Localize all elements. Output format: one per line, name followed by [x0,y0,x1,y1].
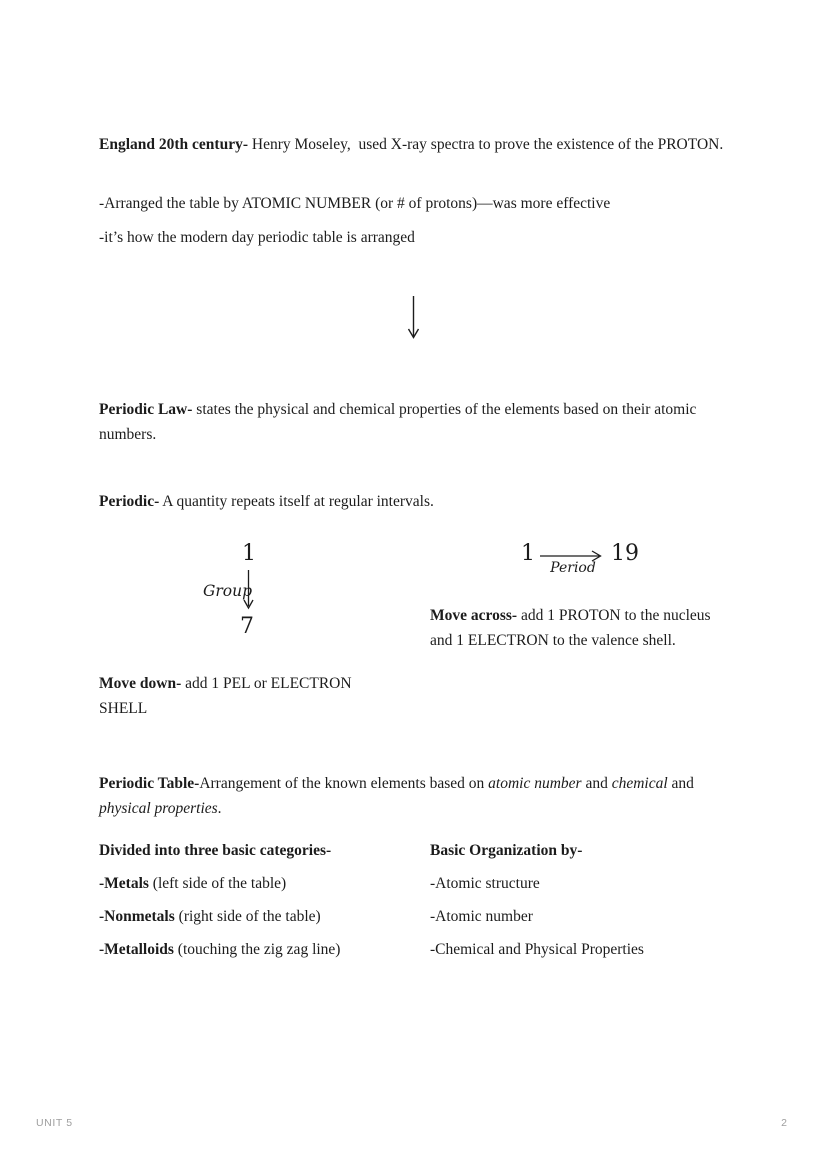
paragraph-move-across [430,603,716,654]
period-diagram-start-value: 1 [521,541,535,566]
period-diagram-label: Period [550,560,596,576]
paragraph-periodic-table-run: and [581,775,612,792]
paragraph-move-down-body: add 1 PEL or ELECTRON SHELL [99,675,356,718]
paragraph-periodic-table [99,771,733,822]
organization-item-number: -Atomic number [430,908,533,925]
paragraph-moseley-body: Henry Moseley, used X-ray spectra to prove the existence of the PROTON. [248,136,724,153]
paragraph-move-down-lead: Move down- [99,675,182,692]
paragraph-periodic-law-lead: Periodic Law- [99,401,193,418]
paragraph-arranged: -Arranged the table by ATOMIC NUMBER (or # of protons)—was more effective [99,195,611,212]
paragraph-periodic-table-lead: Periodic Table- [99,775,200,792]
paragraph-moseley-lead: England 20th century- [99,136,248,153]
category-item-metalloids-body: (touching the zig zag line) [173,941,341,958]
paragraph-periodic [99,489,731,514]
category-item-nonmetals-lead: -Nonmetals [99,908,175,925]
paragraph-periodic-body: A quantity repeats itself at regular intervals. [159,493,434,510]
category-item-nonmetals [99,904,429,929]
down-arrow-icon [406,295,421,343]
period-diagram-end-value: 19 [611,541,639,566]
group-diagram-bottom-value: 7 [240,614,254,639]
group-diagram-top-value: 1 [242,541,256,566]
category-item-metals-lead: -Metals [99,875,149,892]
paragraph-move-down [99,671,391,722]
paragraph-moseley [99,132,731,157]
paragraph-move-across-lead: Move across- [430,607,518,624]
organization-item-properties: -Chemical and Physical Properties [430,941,644,958]
category-item-nonmetals-body: (right side of the table) [174,908,321,925]
paragraph-periodic-table-italic-run: physical properties [99,800,218,818]
paragraph-periodic-table-run: and [667,775,698,792]
paragraph-modern: -it’s how the modern day periodic table is arranged [99,229,415,246]
group-diagram-label: Group [203,582,253,600]
paragraph-periodic-table-italic-run: atomic number [488,775,582,792]
categories-heading: Divided into three basic categories- [99,842,332,859]
paragraph-periodic-table-italic-run: chemical [611,775,668,792]
paragraph-periodic-law-body: states the physical and chemical properties of the elements based on their atomic numbers. [99,401,701,444]
category-item-metals-body: (left side of the table) [148,875,287,892]
paragraph-move-across-body: add 1 PROTON to the nucleus and 1 ELECTRON to the valence shell. [430,607,715,650]
footer-page-number: 2 [781,1117,787,1129]
category-item-metals [99,871,429,896]
category-item-metalloids [99,937,429,962]
paragraph-periodic-law [99,397,731,448]
paragraph-periodic-table-run: Arrangement of the known elements based on [199,775,489,792]
organization-heading: Basic Organization by- [430,842,583,859]
paragraph-periodic-lead: Periodic- [99,493,160,510]
footer-unit-label: UNIT 5 [36,1117,73,1129]
organization-item-structure: -Atomic structure [430,875,540,892]
category-item-metalloids-lead: -Metalloids [99,941,174,958]
paragraph-periodic-table-run: . [217,800,222,818]
